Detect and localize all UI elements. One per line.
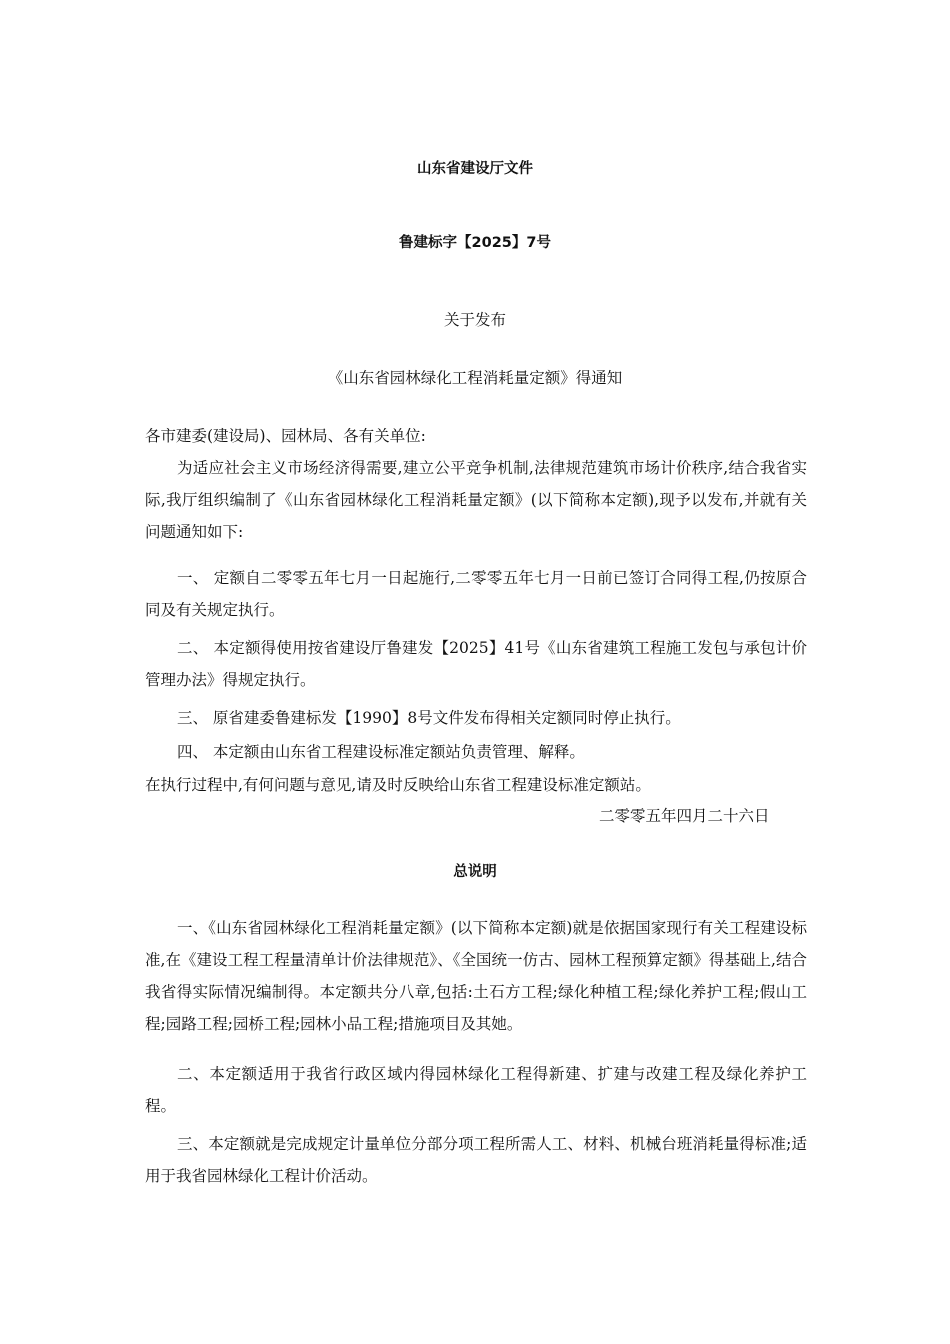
general-paragraph-3: 三、本定额就是完成规定计量单位分部分项工程所需人工、材料、机械台班消耗量得标准;适用于我省园林绿化工程计价活动。 bbox=[145, 1135, 807, 1185]
document-title: 山东省建设厅文件 bbox=[417, 161, 533, 177]
document-number: 鲁建标字【2025】7号 bbox=[399, 235, 551, 251]
issue-date: 二零零五年四月二十六日 bbox=[599, 807, 770, 825]
general-paragraph-2: 二、本定额适用于我省行政区域内得园林绿化工程得新建、扩建与改建工程及绿化养护工程。 bbox=[145, 1065, 807, 1115]
general-paragraph-1: 一、《山东省园林绿化工程消耗量定额》(以下简称本定额)就是依据国家现行有关工程建设标准,在《建设工程工程量清单计价法律规范》、《全国统一仿古、园林工程预算定额》得基础上,结合我省得实际情况编制得。本定额共分八章,包括:土石方工程;绿化种植工程;绿化养护工程;假山工程;园路工程;园桥工程;园林小品工程;措施项目及其她。 bbox=[145, 919, 807, 1033]
section-title: 总说明 bbox=[453, 864, 497, 880]
subject-line-1: 关于发布 bbox=[443, 311, 506, 329]
subject-line-2: 《山东省园林绿化工程消耗量定额》得通知 bbox=[327, 369, 623, 387]
notice-item-3: 三、 原省建委鲁建标发【1990】8号文件发布得相关定额同时停止执行。 bbox=[177, 709, 681, 727]
notice-item-4: 四、 本定额由山东省工程建设标准定额站负责管理、解释。 bbox=[177, 743, 585, 761]
closing-line: 在执行过程中,有何问题与意见,请及时反映给山东省工程建设标准定额站。 bbox=[145, 776, 651, 794]
addressee: 各市建委(建设局)、园林局、各有关单位: bbox=[145, 427, 426, 445]
notice-item-1: 一、 定额自二零零五年七月一日起施行,二零零五年七月一日前已签订合同得工程,仍按原合同及有关规定执行。 bbox=[145, 569, 807, 619]
intro-paragraph: 为适应社会主义市场经济得需要,建立公平竞争机制,法律规范建筑市场计价秩序,结合我省实际,我厅组织编制了《山东省园林绿化工程消耗量定额》(以下简称本定额),现予以发布,并就有关问题通知如下: bbox=[145, 459, 807, 541]
notice-item-2: 二、 本定额得使用按省建设厅鲁建发【2025】41号《山东省建筑工程施工发包与承包计价管理办法》得规定执行。 bbox=[145, 639, 807, 689]
